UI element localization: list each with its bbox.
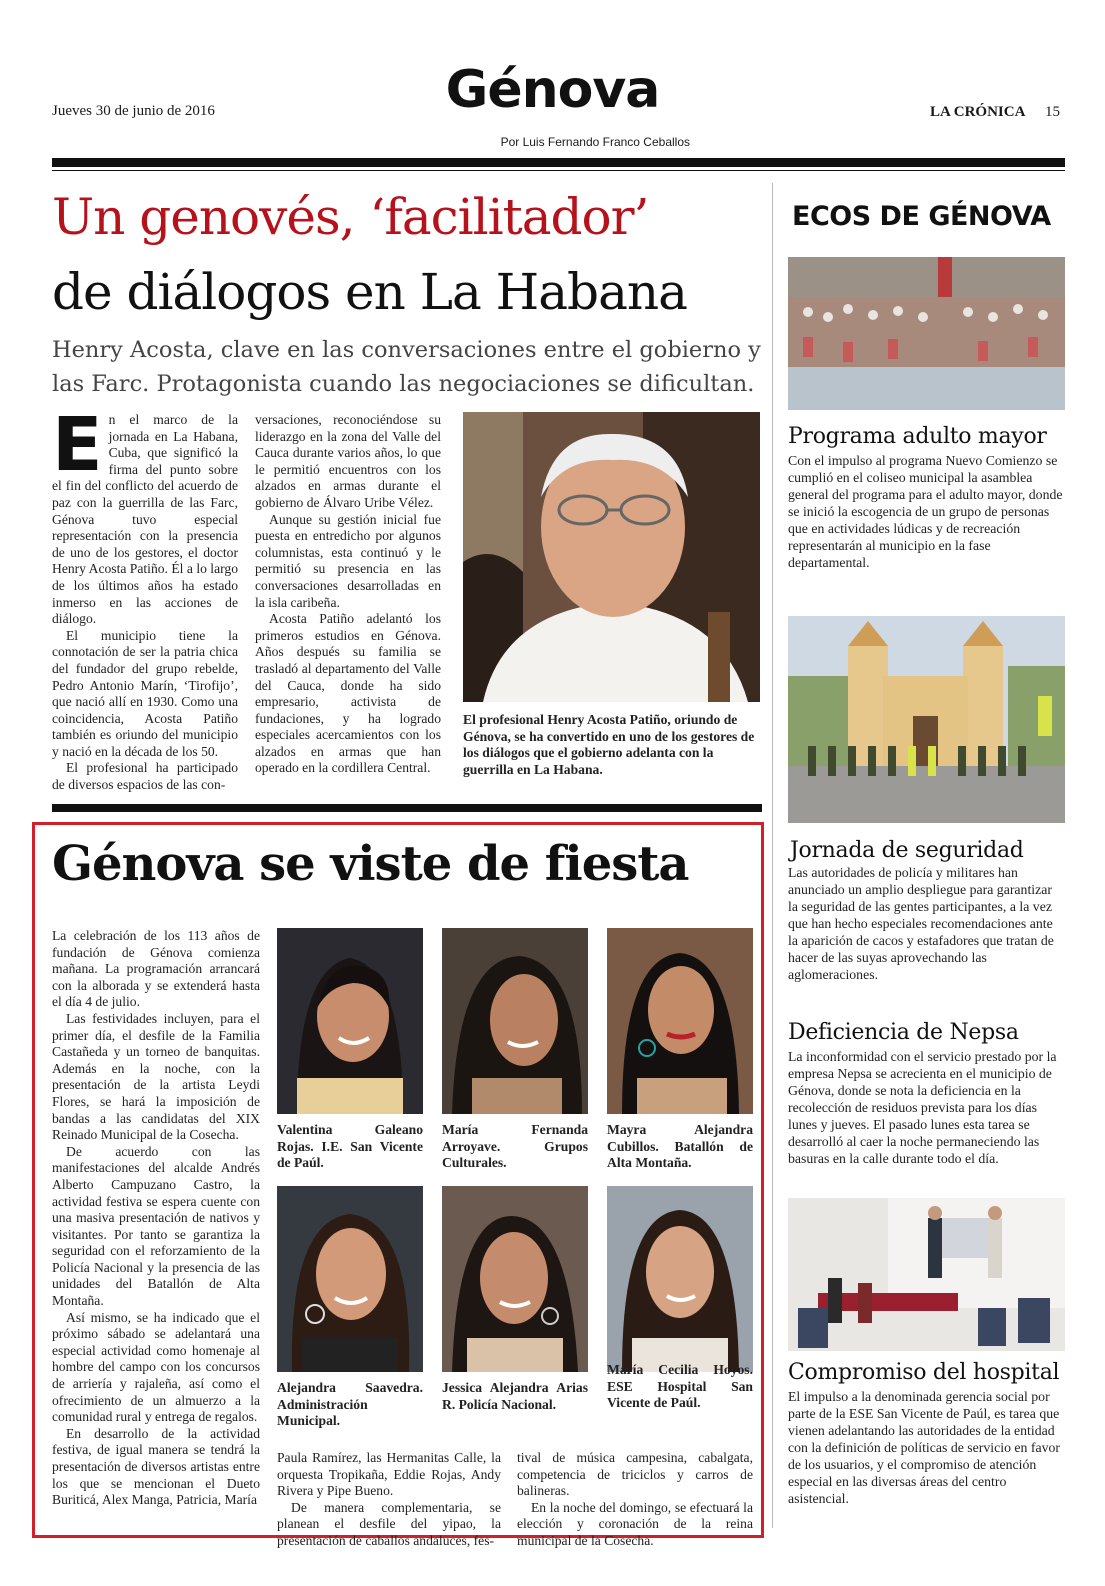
paragraph: Acosta Patiño adelantó los primeros estudios en Génova. Años después su familia se trasladó al departamento del Valle del Cauca, donde ha sido empresario, activista de fundaciones, y ha logrado especiales acercamientos con los alzados en armas que han operado en la cordillera Central. xyxy=(255,611,441,776)
paragraph: De manera complementaria, se planean el desfile del yipao, la presentación de caballos andaluces, fes- xyxy=(277,1499,501,1548)
candidate-caption: Valentina Galeano Rojas. I.E. San Vicente de Paúl. xyxy=(277,1122,423,1171)
newspaper-name: LA CRÓNICA xyxy=(930,104,1026,120)
paragraph: Las festividades incluyen, para el primer día, el desfile de la Familia Castañeda y un torneo de banquitas. Además en la noche, con la presentación de la artista Leydi Flores, se hará la imposición de bandas a las candidatas del XIX Reinado Municipal de la Cosecha. xyxy=(52,1010,260,1143)
sidebar-text: La inconformidad con el servicio prestado por la empresa Nepsa se acrecienta en el municipio de Génova, donde se nota la deficiencia en la recolección de residuos prevista para los días lunes y jueves. El pasado lunes esta tarea se desarrolló al caer la noche permaneciendo las basuras en la calle durante todo el día. xyxy=(788,1049,1057,1166)
candidate-photo xyxy=(607,928,753,1114)
fiesta-column-1 xyxy=(52,928,260,1509)
candidate-photo xyxy=(442,1186,588,1372)
paragraph: De acuerdo con las manifestaciones del alcalde Andrés Alberto Campuzano Castro, la actividad festiva se espera cuente con una masiva presentación de nativos y visitantes. Por tanto se garantiza la seguridad con el reforzamiento de la Policía Nacional y la presencia de las unidades del Batallón de Alta Montaña. xyxy=(52,1143,260,1309)
page-number: 15 xyxy=(1045,104,1060,120)
candidate-photo xyxy=(277,1186,423,1372)
photo-caption: El profesional Henry Acosta Patiño, oriundo de Génova, se ha convertido en uno de los gestores de los diálogos que el gobierno adelanta con la guerrilla en La Habana. xyxy=(463,712,755,777)
issue-date: Jueves 30 de junio de 2016 xyxy=(52,103,215,119)
paragraph: Paula Ramírez, las Hermanitas Calle, la orquesta Tropikaña, Eddie Rojas, Andy Rivera y Pipe Bueno. xyxy=(277,1450,501,1499)
header-rule-thin xyxy=(52,170,1065,171)
sidebar-divider xyxy=(772,183,773,1528)
sidebar-heading: Deficiencia de Nepsa xyxy=(788,1020,1019,1045)
drop-cap: E xyxy=(52,402,103,488)
byline: Por Luis Fernando Franco Ceballos xyxy=(500,135,690,149)
henry-acosta-photo xyxy=(463,412,760,702)
candidate-caption: Jessica Alejandra Arias R. Policía Nacional. xyxy=(442,1380,588,1412)
sidebar-title: ECOS DE GÉNOVA xyxy=(792,201,1051,232)
headline-black: de diálogos en La Habana xyxy=(52,263,687,321)
fiesta-column-3 xyxy=(517,1450,753,1550)
candidate-caption: María Cecilia Hoyos. ESE Hospital San Vicente de Paúl. xyxy=(607,1362,753,1411)
paragraph: En desarrollo de la actividad festiva, de igual manera se tendrá la presentación de diversos artistas entre los que se mencionan el Dueto Buriticá, Alex Manga, Patricia, María xyxy=(52,1425,260,1508)
headline-red: Un genovés, ‘facilitador’ xyxy=(52,188,649,246)
paragraph: Así mismo, se ha indicado que el próximo sábado se adelantará una especial actividad como homenaje al hombre del campo con los concursos de arriería y rajaleña, así como el ofrecimiento de un almuerzo a la comunidad rural y entrega de regalos. xyxy=(52,1309,260,1425)
article-deck: Henry Acosta, clave en las conversaciones entre el gobierno y las Farc. Protagonista cuando las negociaciones se dificultan. xyxy=(52,337,761,397)
fiesta-rule xyxy=(52,804,762,812)
article-column-2 xyxy=(255,412,441,777)
sidebar-text: Con el impulso al programa Nuevo Comienzo se cumplió en el coliseo municipal la asamblea general del programa para el adulto mayor, donde se inició la escogencia de un grupo de personas que en actividades lúdicas y de recreación representarán al municipio en la fase departamental. xyxy=(788,453,1063,570)
fiesta-headline: Génova se viste de fiesta xyxy=(52,836,689,892)
paragraph: En la noche del domingo, se efectuará la elección y coronación de la reina municipal de la Cosecha. xyxy=(517,1499,753,1548)
candidate-caption: Mayra Alejandra Cubillos. Batallón de Alta Montaña. xyxy=(607,1122,753,1171)
paragraph: tival de música campesina, cabalgata, competencia de triciclos y carros de balineras. xyxy=(517,1450,753,1499)
section-title: Génova xyxy=(445,60,660,120)
fiesta-column-2 xyxy=(277,1450,501,1550)
candidate-caption: Alejandra Saavedra. Administración Municipal. xyxy=(277,1380,423,1429)
paragraph: La celebración de los 113 años de fundación de Génova comienza mañana. La programación arrancará con la alborada y se extenderá hasta el día 4 de julio. xyxy=(52,928,260,1010)
seguridad-photo xyxy=(788,616,1065,823)
sidebar-text: El impulso a la denominada gerencia social por parte de la ESE San Vicente de Paúl, es tarea que vienen adelantando las autoridades de la entidad con la definición de políticas de servicio en favor de los usuarios, y el compromiso de atención especial en las diversas áreas del centro asistencial. xyxy=(788,1389,1061,1506)
sidebar-heading: Jornada de seguridad xyxy=(790,838,1024,863)
article-column-1 xyxy=(52,402,238,794)
paragraph: versaciones, reconociéndose su liderazgo en la zona del Valle del Cauca durante varios años, lo que le permitió encuentros con los alzados en armas durante el gobierno de Álvaro Uribe Vélez. xyxy=(255,412,441,510)
sidebar-text: Las autoridades de policía y militares han anunciado un amplio despliegue para garantizar la seguridad de las gentes participantes, a la vez que han hecho especiales recomendaciones ante la aparición de cacos y estafadores que tratan de hacer de las suyas aprovechando las aglomeraciones. xyxy=(788,865,1054,982)
candidate-photo xyxy=(277,928,423,1114)
paragraph: El profesional ha participado de diversos espacios de las con- xyxy=(52,760,238,793)
sidebar-heading: Programa adulto mayor xyxy=(788,424,1047,449)
adulto-mayor-photo xyxy=(788,257,1065,410)
sidebar-heading: Compromiso del hospital xyxy=(788,1360,1060,1385)
candidate-photo xyxy=(607,1186,753,1372)
paragraph: n el marco de la jornada en La Habana, Cuba, que significó la firma del punto sobre el fin del conflicto del acuerdo de paz con la guerrilla de las Farc, Génova tuvo especial representación con la presencia de uno de los gestores, el doctor Henry Acosta Patiño. Él a lo largo de los últimos años ha estado inmerso en las acciones de diálogo. xyxy=(52,412,238,627)
paragraph: Aunque su gestión inicial fue puesta en entredicho por algunos columnistas, esta continuó y le permitió su presencia en las conversaciones desarrolladas en la isla caribeña. xyxy=(255,511,441,610)
hospital-photo xyxy=(788,1198,1065,1351)
candidate-caption: María Fernanda Arroyave. Grupos Culturales. xyxy=(442,1122,588,1171)
paragraph: El municipio tiene la connotación de ser la patria chica del fundador del grupo rebelde, Pedro Antonio Marín, ‘Tirofijo’, que nació allí en 1930. Como una coincidencia, Acosta Patiño también es oriundo del municipio y nació en la década de los 50. xyxy=(52,627,238,759)
header-rule xyxy=(52,158,1065,167)
candidate-photo xyxy=(442,928,588,1114)
